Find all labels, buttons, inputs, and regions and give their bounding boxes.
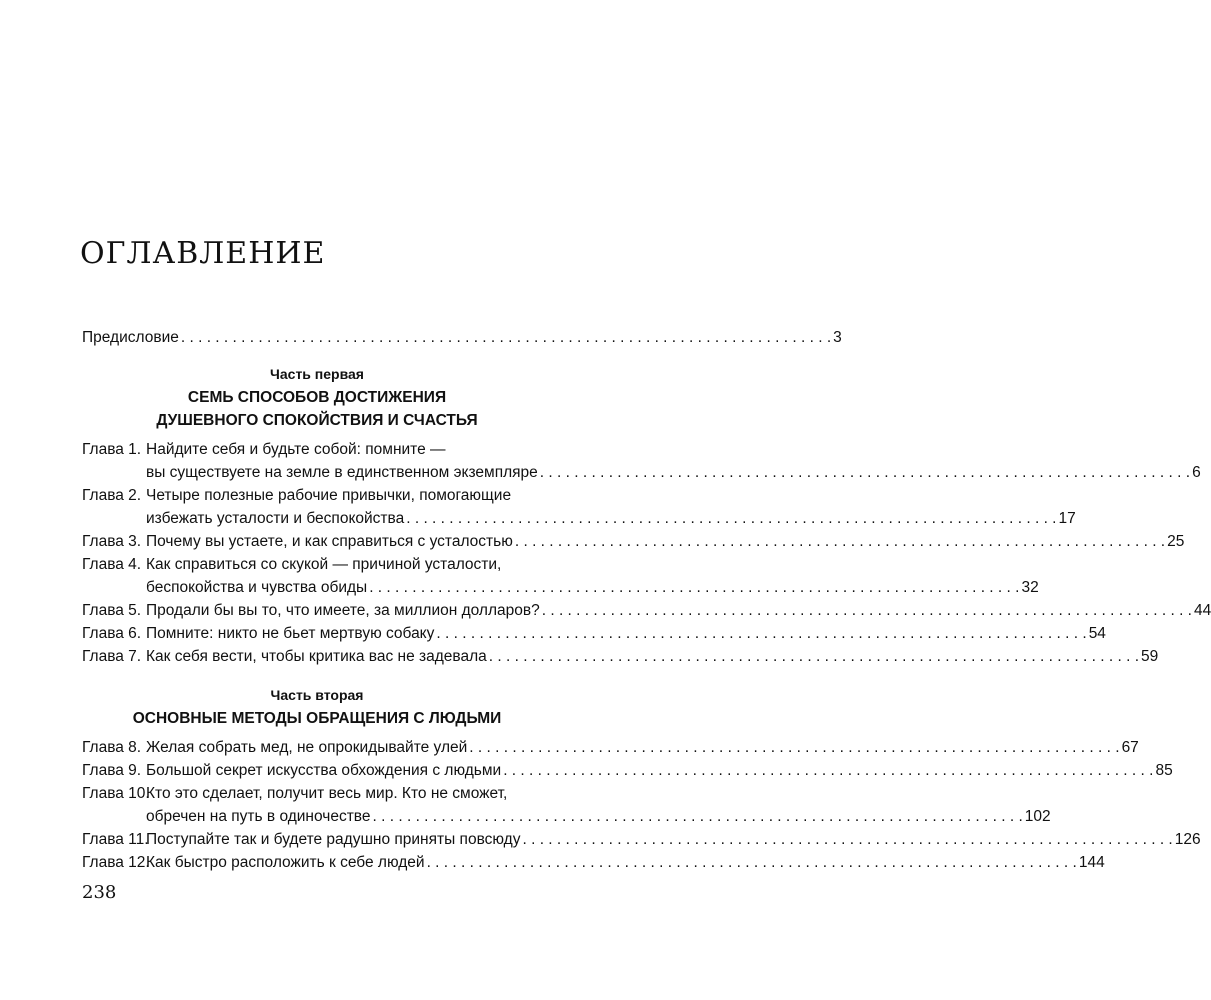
chapter-title-line: Помните: никто не бьет мертвую собаку [146,625,435,642]
toc-chapter-entry [82,530,1185,553]
part-title-line: ДУШЕВНОГО СПОКОЙСТВИЯ И СЧАСТЬЯ [156,412,478,429]
toc-chapter-entry [82,851,1105,874]
toc-page-number: 67 [1121,739,1139,756]
leader-dots [522,828,1172,851]
leader-dots [515,530,1165,553]
toc-chapter-entry [82,622,1106,645]
chapter-number: Глава 10. [82,785,150,802]
part-label: Часть вторая [270,687,364,703]
chapter-number: Глава 3. [82,533,142,550]
chapter-title-line: избежать усталости и беспокойства [146,510,405,527]
chapter-number: Глава 5. [82,602,142,619]
toc-chapter-entry [82,645,1159,668]
chapter-title-line: Найдите себя и будьте собой: помните — [146,441,446,458]
chapter-number: Глава 1. [82,441,142,458]
toc-page-number: 25 [1167,533,1185,550]
leader-dots [427,851,1077,874]
chapter-title-line: Как быстро расположить к себе людей [146,854,425,871]
chapter-title-line: Как справиться со скукой — причиной усталости, [146,556,502,573]
toc-chapter-entry [82,736,1139,759]
toc-chapter-entry [82,759,1173,782]
chapter-title-line: Как себя вести, чтобы критика вас не задевала [146,648,487,665]
part-1-chapters [82,438,1211,668]
chapter-title-line: обречен на путь в одиночестве [146,808,371,825]
part-label: Часть первая [270,366,364,382]
chapter-title-line: беспокойства и чувства обиды [146,579,368,596]
leader-dots [406,507,1056,530]
chapter-title-line: Продали бы вы то, что имеете, за миллион долларов? [146,602,540,619]
toc-page-number: 144 [1078,854,1105,871]
leader-dots [369,576,1019,599]
chapter-title-line: Поступайте так и будете радушно приняты повсюду [146,831,521,848]
chapter-title-line: Большой секрет искусства обхождения с людьми [146,762,502,779]
toc-page-number: 102 [1024,808,1051,825]
toc-entry-preface [82,326,842,349]
leader-dots [469,736,1119,759]
toc-page-number: 44 [1194,602,1211,619]
part-title-line: ОСНОВНЫЕ МЕТОДЫ ОБРАЩЕНИЯ С ЛЮДЬМИ [132,710,502,727]
chapter-number: Глава 6. [82,625,142,642]
part-heading-1 [82,363,552,432]
chapter-number: Глава 8. [82,739,142,756]
chapter-title-line: Почему вы устаете, и как справиться с усталостью [146,533,513,550]
toc-page-number: 126 [1174,831,1201,848]
toc-chapter-entry [82,599,1211,622]
chapter-title-line: Четыре полезные рабочие привычки, помогающие [146,487,512,504]
part-title-line: СЕМЬ СПОСОБОВ ДОСТИЖЕНИЯ [187,389,447,406]
chapter-title-line: вы существуете на земле в единственном экземпляре [146,464,538,481]
page-title: ОГЛАВЛЕНИЕ [80,236,326,271]
leader-dots [181,326,831,349]
leader-dots [373,805,1023,828]
toc-page-number: 17 [1058,510,1076,527]
toc-chapter-entry [82,438,1201,484]
toc-chapter-entry [82,484,1076,530]
chapter-number: Глава 9. [82,762,142,779]
table-of-contents [82,326,1211,874]
chapter-number: Глава 11. [82,831,149,848]
toc-page-number: 59 [1141,648,1159,665]
leader-dots [503,759,1153,782]
toc-page-number: 32 [1021,579,1039,596]
leader-dots [436,622,1086,645]
chapter-number: Глава 4. [82,556,142,573]
page-number: 238 [82,882,117,903]
chapter-title-line: Желая собрать мед, не опрокидывайте улей [146,739,468,756]
chapter-number: Глава 2. [82,487,142,504]
toc-chapter-entry [82,828,1201,851]
chapter-number: Глава 7. [82,648,142,665]
toc-chapter-entry [82,553,1039,599]
toc-page-number: 85 [1155,762,1173,779]
leader-dots [540,461,1190,484]
toc-page-number: 54 [1088,625,1106,642]
toc-chapter-entry [82,782,1051,828]
leader-dots [489,645,1139,668]
chapter-title-line: Кто это сделает, получит весь мир. Кто не сможет, [146,785,508,802]
part-heading-2 [82,684,552,730]
chapter-number: Глава 12. [82,854,150,871]
toc-page-number: 6 [1192,464,1201,481]
leader-dots [542,599,1192,622]
toc-entry-title: Предисловие [82,329,179,346]
part-2-chapters [82,736,1201,874]
toc-page-number: 3 [833,329,842,346]
